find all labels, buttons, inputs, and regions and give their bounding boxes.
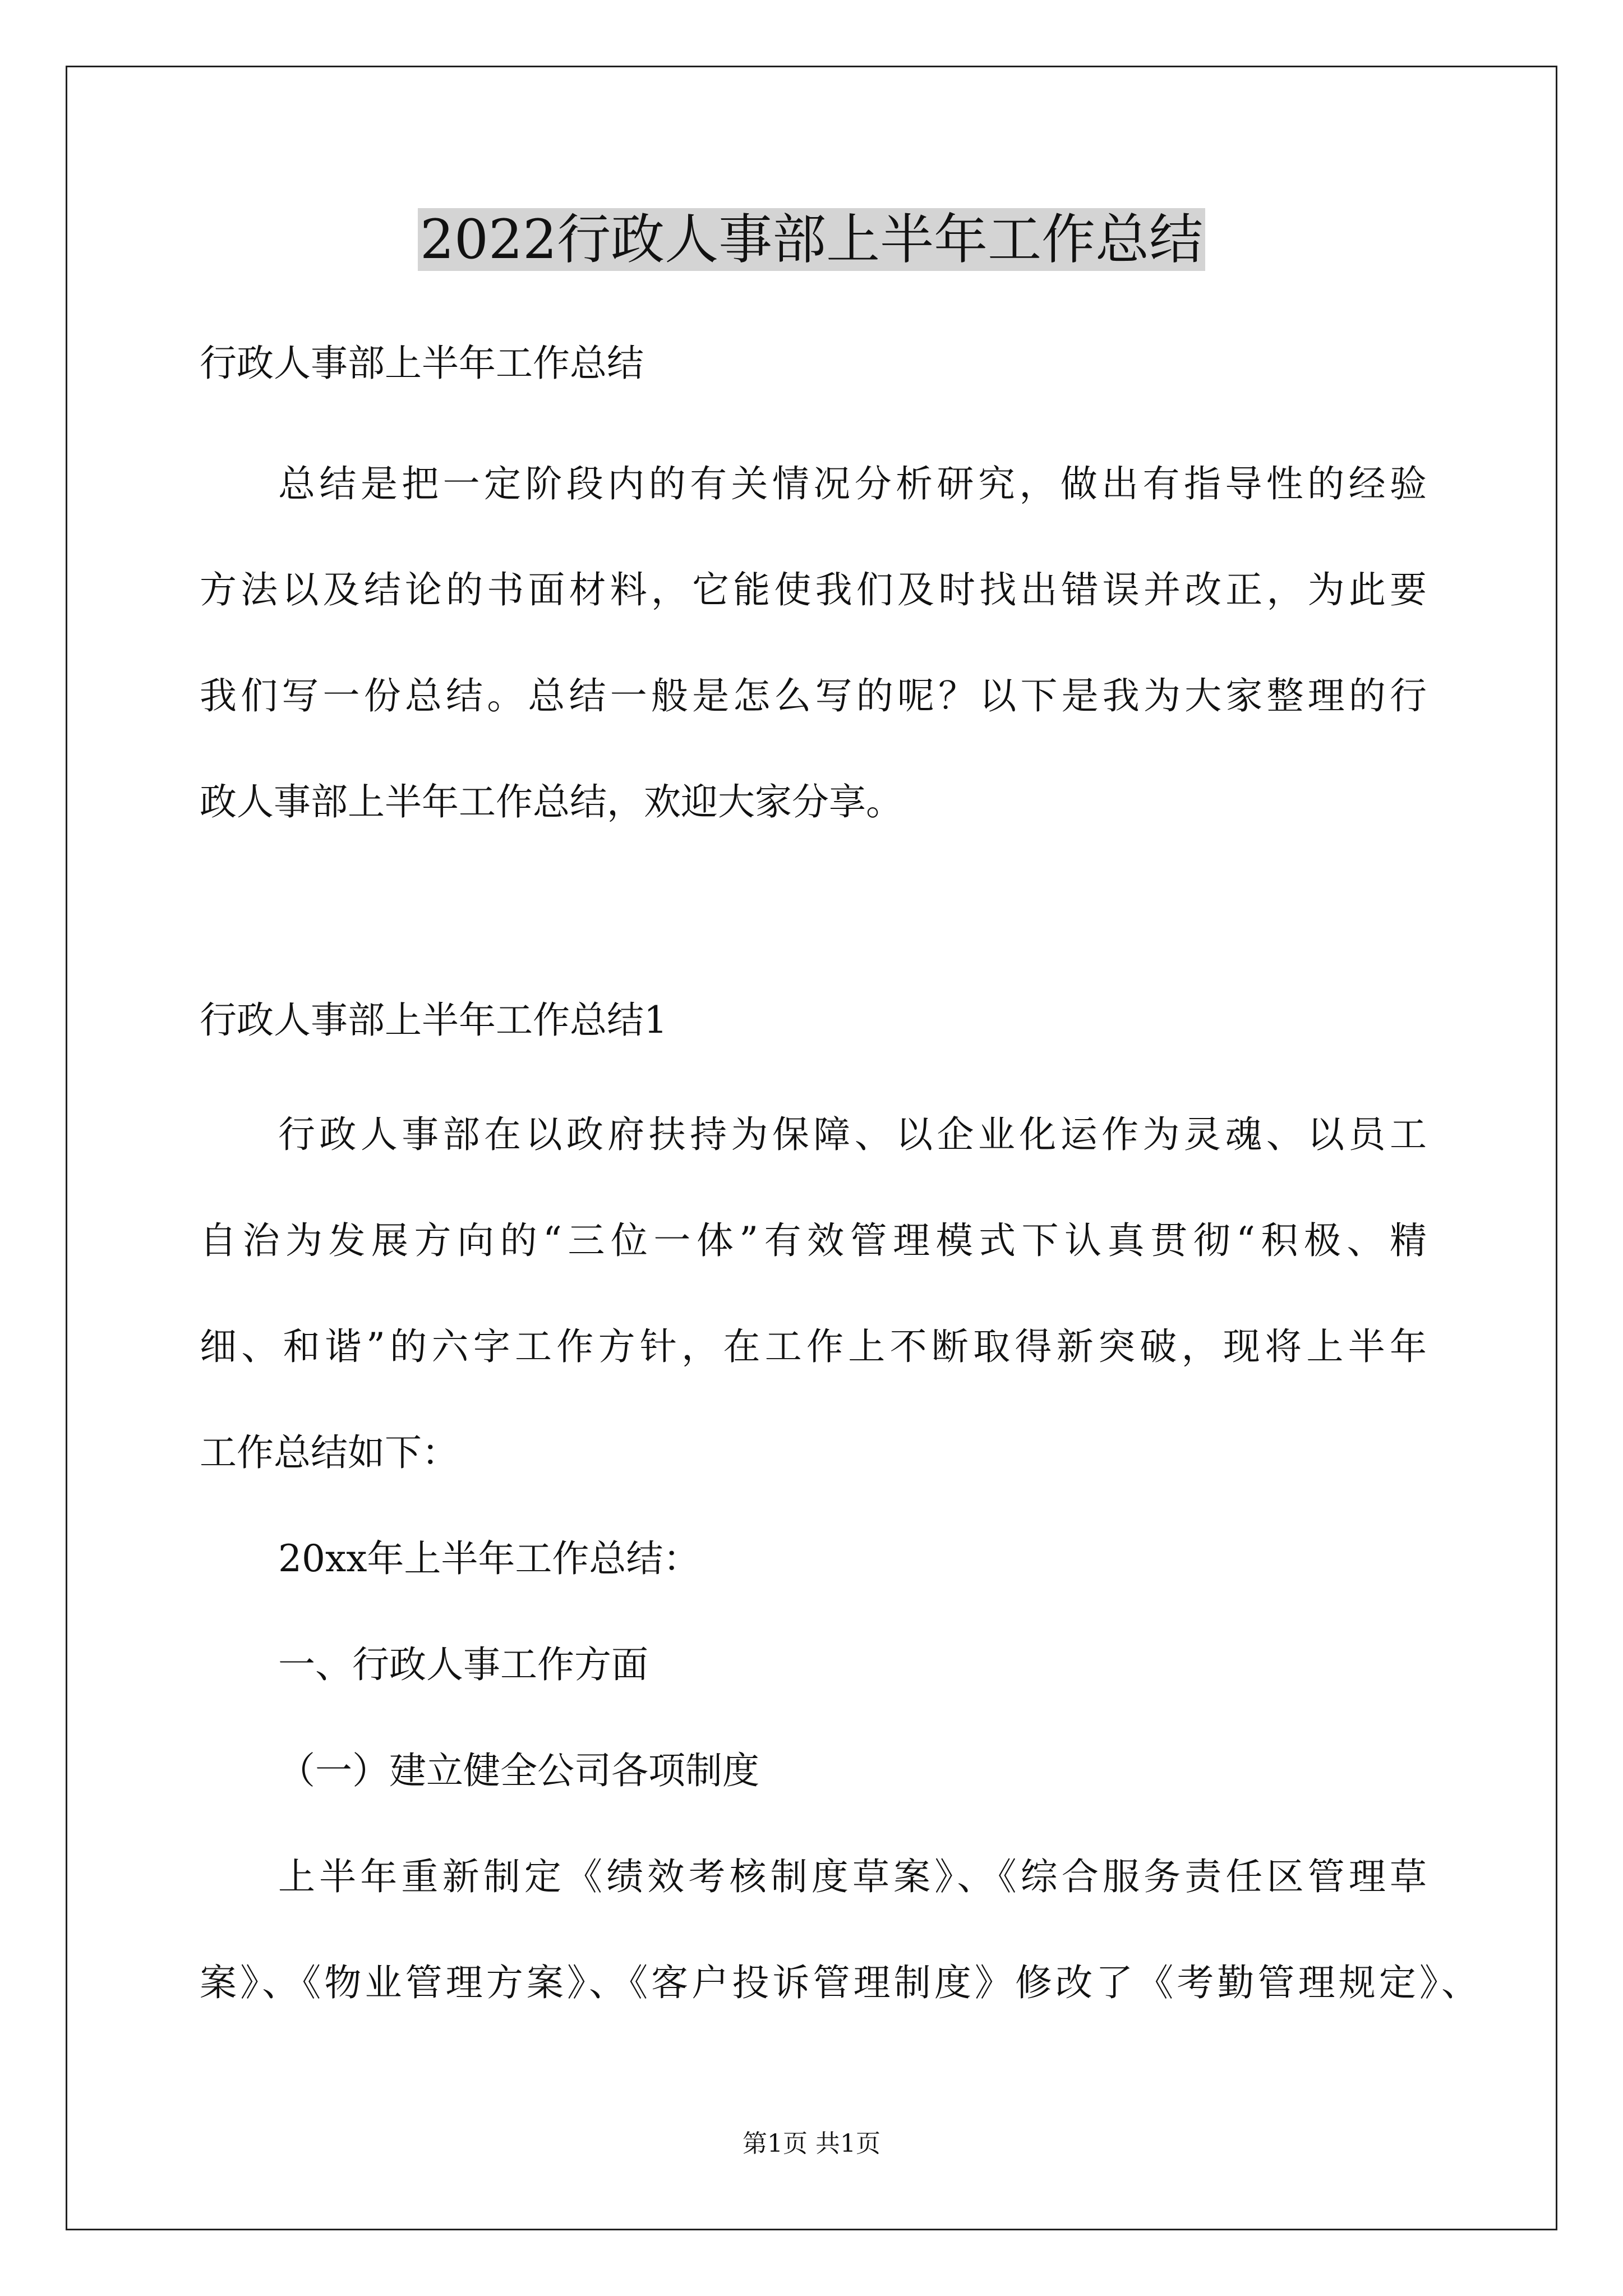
paragraph-line: 案》、《物业管理方案》、《客户投诉管理制度》修改了《考勤管理规定》、 [200,1961,1478,2004]
paragraph-line: （一）建立健全公司各项制度 [278,1749,759,1792]
paragraph-line: 一、行政人事工作方面 [278,1643,648,1686]
document-title [0,200,1623,279]
paragraph-line: 上半年重新制定《绩效考核制度草案》、《综合服务责任区管理草 [278,1855,1427,1898]
paragraph-line: 总结是把一定阶段内的有关情况分析研究，做出有指导性的经验 [278,462,1427,505]
section-heading: 行政人事部上半年工作总结1 [200,999,667,1042]
paragraph-line: 20xx年上半年工作总结： [278,1537,700,1580]
title-text: 2022行政人事部上半年工作总结 [418,208,1205,271]
paragraph-line: 行政人事部在以政府扶持为保障、以企业化运作为灵魂、以员工 [278,1113,1427,1156]
paragraph-line: 政人事部上半年工作总结，欢迎大家分享。 [200,780,903,823]
paragraph-line: 方法以及结论的书面材料，它能使我们及时找出错误并改正，为此要 [200,568,1427,611]
page-footer: 第1页 共1页 [743,2129,880,2158]
paragraph-line: 工作总结如下： [200,1431,459,1474]
paragraph-line: 细、和谐”的六字工作方针，在工作上不断取得新突破，现将上半年 [200,1325,1427,1368]
section-heading: 行政人事部上半年工作总结 [200,342,644,385]
paragraph-line: 我们写一份总结。总结一般是怎么写的呢？以下是我为大家整理的行 [200,674,1427,717]
paragraph-line: 自治为发展方向的“三位一体”有效管理模式下认真贯彻“积极、精 [200,1219,1427,1262]
